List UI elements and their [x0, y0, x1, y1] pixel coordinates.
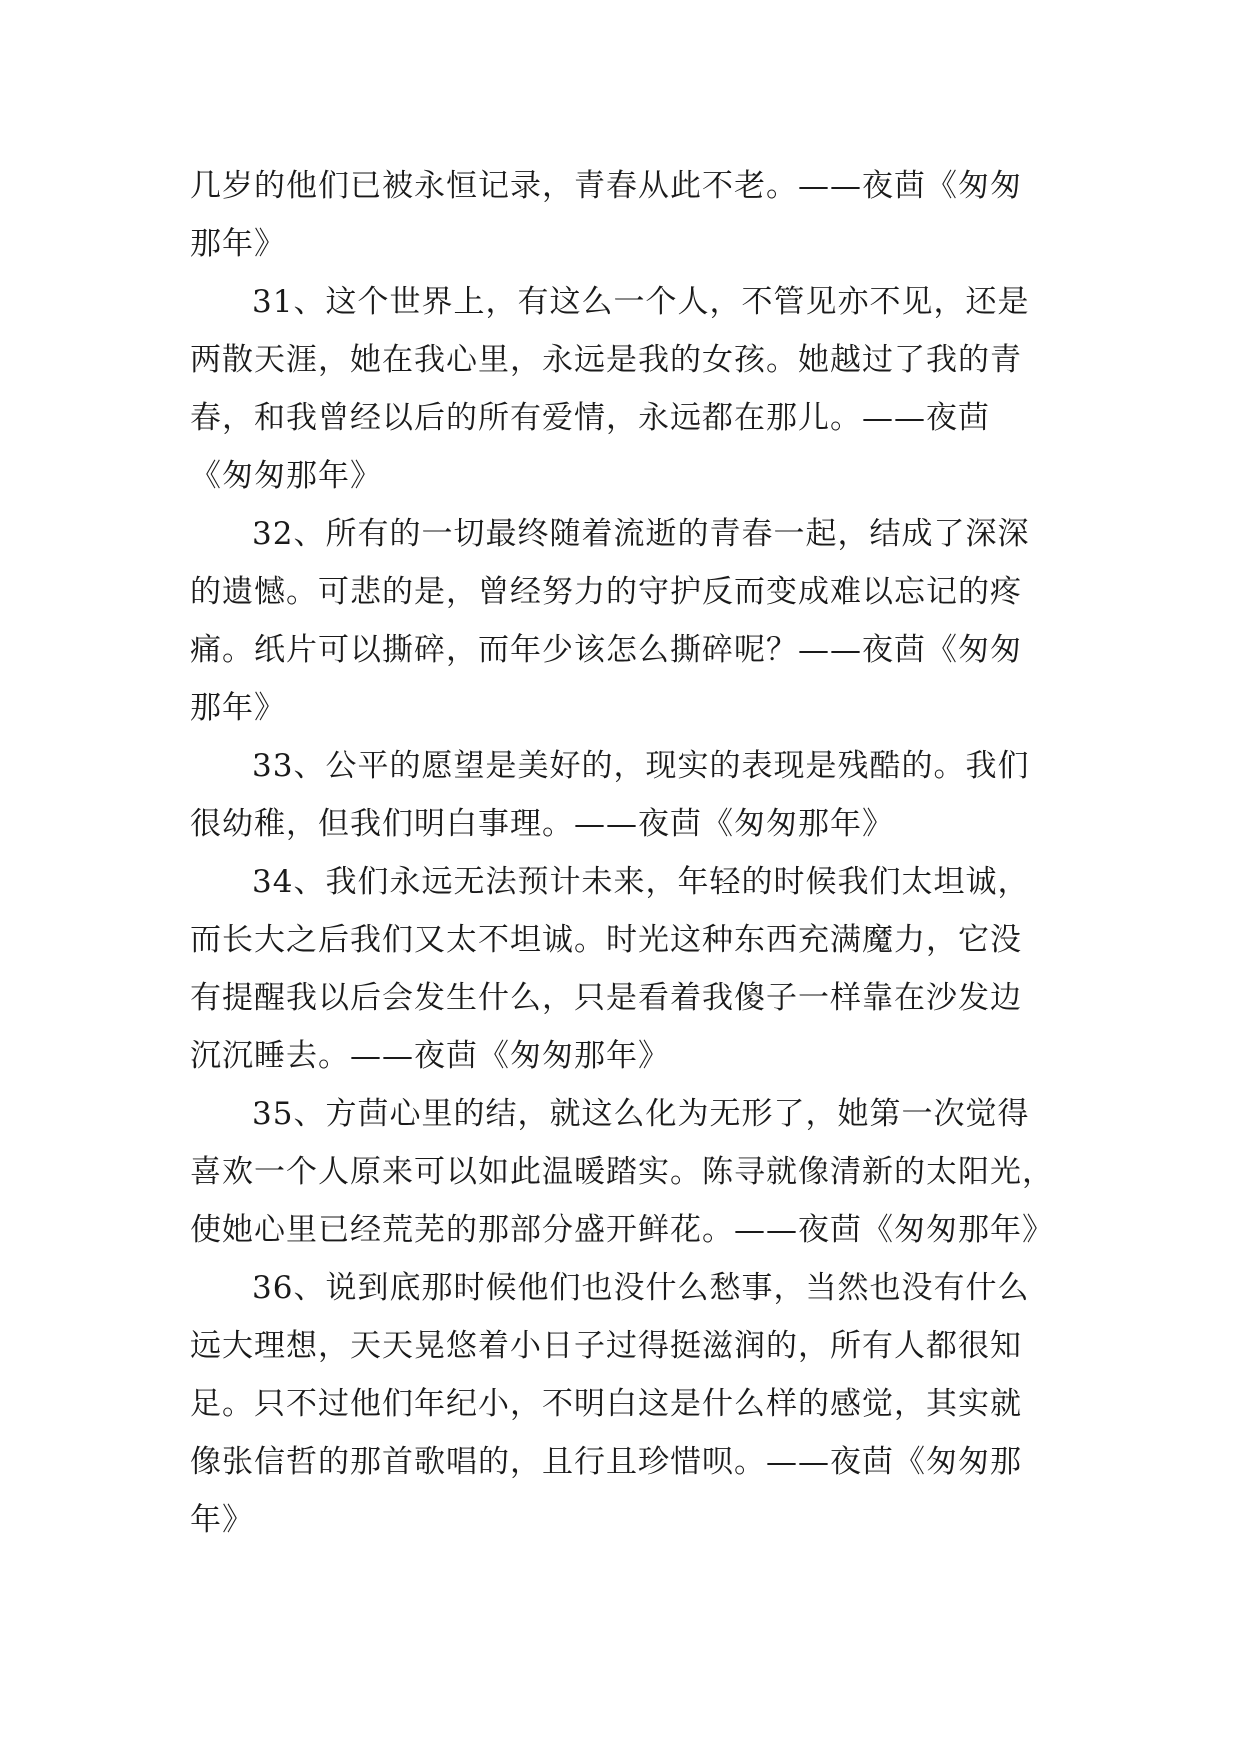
- paragraph-36: 36、说到底那时候他们也没什么愁事，当然也没有什么 远大理想，天天晃悠着小日子过得挺滋润的，所有人都很知 足。只不过他们年纪小，不明白这是什么样的感觉，其实就 像张信哲的那首歌唱的，且行且珍惜呗。——夜茴《匆匆那 年》: [190, 1270, 1030, 1538]
- paragraph-31: 31、这个世界上，有这么一个人，不管见亦不见，还是 两散天涯，她在我心里，永远是我的女孩。她越过了我的青 春，和我曾经以后的所有爱情，永远都在那儿。——夜茴 《匆匆那年》: [190, 284, 1030, 494]
- paragraph-34: 34、我们永远无法预计未来，年轻的时候我们太坦诚， 而长大之后我们又太不坦诚。时光这种东西充满魔力，它没 有提醒我以后会发生什么，只是看着我傻子一样靠在沙发边 沉沉睡去。——夜茴《匆匆那年》: [190, 864, 1030, 1074]
- paragraph-33: 33、公平的愿望是美好的，现实的表现是残酷的。我们 很幼稚，但我们明白事理。——夜茴《匆匆那年》: [190, 748, 1030, 842]
- paragraph-30-continuation: 几岁的他们已被永恒记录，青春从此不老。——夜茴《匆匆 那年》: [190, 168, 1022, 262]
- paragraph-35: 35、方茴心里的结，就这么化为无形了，她第一次觉得 喜欢一个人原来可以如此温暖踏实。陈寻就像清新的太阳光， 使她心里已经荒芜的那部分盛开鲜花。——夜茴《匆匆那年》: [190, 1096, 1054, 1248]
- paragraph-32: 32、所有的一切最终随着流逝的青春一起，结成了深深 的遗憾。可悲的是，曾经努力的守护反而变成难以忘记的疼 痛。纸片可以撕碎，而年少该怎么撕碎呢？——夜茴《匆匆 那年》: [190, 516, 1030, 726]
- document-body: [190, 157, 1058, 1549]
